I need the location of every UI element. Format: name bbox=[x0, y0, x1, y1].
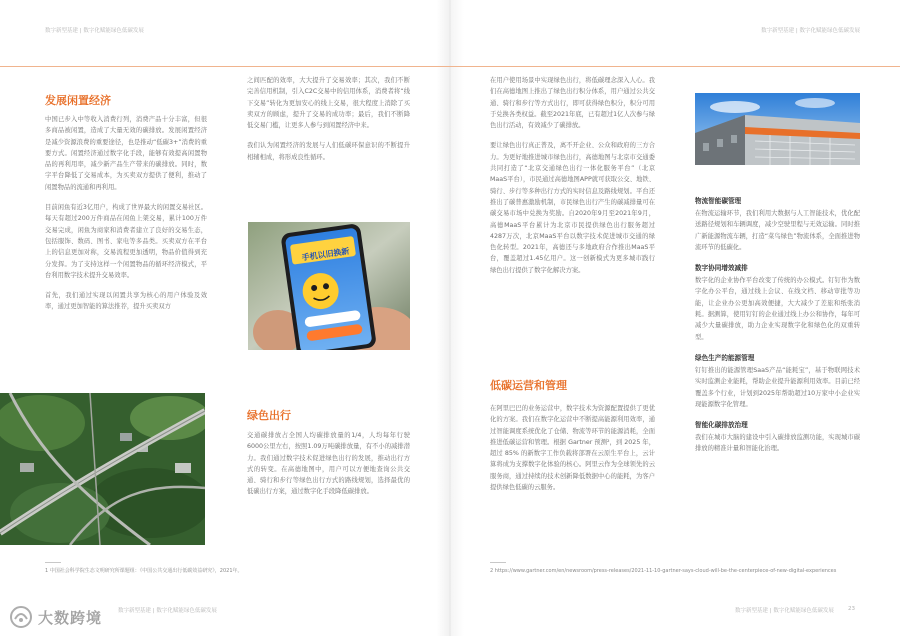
building-photo bbox=[695, 93, 860, 165]
column-2-text-bottom bbox=[247, 430, 410, 540]
page-number: 23 bbox=[848, 606, 855, 612]
phone-banner-text: 手机以旧换新 bbox=[301, 246, 350, 263]
column-2-text-top bbox=[247, 75, 410, 200]
paragraph: 在用户使用场景中实现绿色出行，将低碳理念深入人心。我们在高德地图上推出了绿色出行积分体系，用户通过公共交通、骑行和步行等方式出行，即可获得绿色积分，积分可用于兑换各类权益。截至2021年底，已有超过1亿人次参与绿色出行活动，有效减少了碳排放。 bbox=[490, 77, 655, 130]
spread-gutter bbox=[436, 0, 464, 636]
footnote-rule-right bbox=[490, 562, 506, 563]
watermark-text: 大数跨境 bbox=[38, 608, 103, 627]
section-title-low-carbon-ops: 低碳运营和管理 bbox=[490, 379, 567, 392]
running-head-right: 数字新型基建 | 数字化赋能绿色低碳发展 bbox=[761, 28, 860, 34]
subsection-title: 物流智能碳管理 bbox=[695, 197, 742, 205]
paragraph: 目前闲鱼有近3亿用户，构成了世界最大的闲置交易社区。每天有超过200万件商品在闲鱼上架交易，累计100万件交易完成，闲鱼为商家和消费者建立了良好的交易生态，包括服饰、数码、图书、家电等多品类。买卖双方在平台上的信息更加对称，交易流程更加透明，物品价值得到充分发挥。为了支持这样一个闲置物品的循环经济模式，平台利用数字技术提升交易效率。 bbox=[45, 204, 207, 279]
section-title-idle-economy: 发展闲置经济 bbox=[45, 94, 111, 107]
paragraph: 首先，我们通过实现以闲置共享为核心的用户体验及效率，通过更加智能的算法推荐，提升买卖双方 bbox=[45, 292, 207, 311]
paragraph: 数字化的企业协作平台改变了传统的办公模式。钉钉作为数字化办公平台，通过线上会议、在线文档、移动审批等功能，让企业办公更加高效便捷，大大减少了差旅和纸张消耗。据测算，使用钉钉的企业通过线上办公和协作，每年可减少大量碳排放，助力企业实现数字化和绿色化的双重转型。 bbox=[695, 277, 860, 341]
subsection-title: 数字协同增效减排 bbox=[695, 264, 748, 273]
paragraph: 钉钉推出的能源管理SaaS产品“能耗宝”，基于物联网技术实时监测企业能耗，帮助企业提升能源利用效率。目前已经覆盖多个行业，计划到2025年帮助超过10万家中小企业实现能源数字化管理。 bbox=[695, 366, 860, 408]
subsection-title: 绿色生产的能源管理 bbox=[695, 353, 755, 362]
paragraph: 中国已步入中等收入消费行列，消费产品十分丰富，但很多商品被闲置，造成了大量无效的碳排放。发展闲置经济是减少资源浪费的重要途径，也是推动“低碳3+”消费的重要方式。闲置经济通过数字化手段，能够有效提高闲置物品的再利用率，减少新产品生产带来的碳排放。同时，数字平台降低了交易成本，为买卖双方提供了便利，推动了闲置物品的流通和再利用。 bbox=[45, 116, 207, 191]
paragraph: 之间匹配的效率，大大提升了交易效率；其次，我们不断完善信用机制，引入C2C交易中的信用体系，消费者将“线下交易”转化为更加安心的线上交易，很大程度上消除了买卖双方的顾虑，提升了交易的成功率；最后，我们不断降低交易门槛，让更多人参与到闲置经济中来。 bbox=[247, 77, 410, 130]
phone-app-photo bbox=[248, 222, 410, 350]
running-foot-right: 数字新型基建 | 数字化赋能绿色低碳发展 bbox=[735, 608, 834, 614]
paragraph: 在物流运输环节，我们利用大数据与人工智能技术，优化配送路径规划和车辆调度，减少空驶里程与无效运输。同时推广新能源物流车辆，打造“菜鸟绿色”物流体系，全面推进物流环节的低碳化。 bbox=[695, 210, 860, 251]
paragraph: 交通碳排放占全国人均碳排放量的1/4，人均每年行驶6000公里左右，按照1.09万吨碳排放量，有不小的减排潜力。我们通过数字技术促进绿色出行的发展，推动出行方式的转变。在高德地图中，用户可以方便地查询公共交通、骑行和步行等绿色出行方式的路线规划，选择最优的低碳出行方案，通过数字化手段降低碳排放。 bbox=[247, 432, 410, 496]
column-1-text bbox=[45, 114, 207, 360]
footnote-left: 1 中国社会科学院生态文明研究所课题组：《中国公共交通出行低碳效益研究》，2021年。 bbox=[45, 568, 243, 574]
header-rule bbox=[0, 66, 900, 67]
paragraph: 我们在城市大脑的建设中引入碳排放监测功能，实现城市碳排放的精准计量和智能化治理。 bbox=[695, 434, 860, 453]
subsection-title: 智能化碳排放治理 bbox=[695, 421, 748, 430]
column-4-text bbox=[695, 193, 860, 563]
watermark bbox=[8, 602, 102, 632]
paragraph: 在阿里巴巴的业务运营中，数字技术为资源配置提供了更优化的方案。我们在数字化运营中不断提高能源利用效率，通过智能调度系统优化了仓储、物流等环节的能源消耗，全面推进低碳运营和管理。根据 Gartner 预测²，到 2025 年，超过 85% 的新数字工作负载将部署在云原生平台上，云计算将成为支撑数字化体验的核心。阿里云作为全球领先的云服务商，通过持续的技术创新降低数据中心的能耗，为客户提供绿色低碳的云服务。 bbox=[490, 405, 655, 492]
paragraph: 我们认为闲置经济的发展与人们低碳环保意识的不断提升相辅相成，将形成良性循环。 bbox=[247, 142, 410, 161]
column-3-text-bottom bbox=[490, 403, 655, 548]
watermark-logo-icon bbox=[8, 604, 34, 630]
footnote-rule-left bbox=[45, 562, 61, 563]
footnote-right: 2 https://www.gartner.com/en/newsroom/press-releases/2021-11-10-gartner-says-cloud-will-be-the-centerpiece-of-new-digital-experiences bbox=[490, 568, 837, 574]
column-3-text-top bbox=[490, 75, 655, 367]
section-title-green-travel: 绿色出行 bbox=[247, 409, 291, 422]
paragraph: 要让绿色出行真正普及，离不开企业、公众和政府的三方合力。为更好地推进城市绿色出行，高德地图与北京市交通委共同打造了“北京交通绿色出行一体化服务平台”（北京MaaS平台），市民通过高德地图APP就可获取公交、地铁、骑行、步行等多种出行方式的实时信息及路线规划。平台还推出了碳普惠激励机制，市民绿色出行产生的碳减排量可在碳交易市场中兑换为奖励。自2020年9月至2021年9月，高德MaaS平台累计为北京市民提供绿色出行服务超过4287万次，北京MaaS平台以数字技术促进城市交通的绿色化转型。2021年，高德还与多地政府合作推出MaaS平台，覆盖超过1.45亿用户。这一创新模式为更多城市践行绿色出行提供了数字化解决方案。 bbox=[490, 142, 655, 274]
running-foot-left: 数字新型基建 | 数字化赋能绿色低碳发展 bbox=[118, 608, 217, 614]
aerial-city-photo bbox=[0, 393, 205, 545]
running-head-left: 数字新型基建 | 数字化赋能绿色低碳发展 bbox=[45, 28, 144, 34]
